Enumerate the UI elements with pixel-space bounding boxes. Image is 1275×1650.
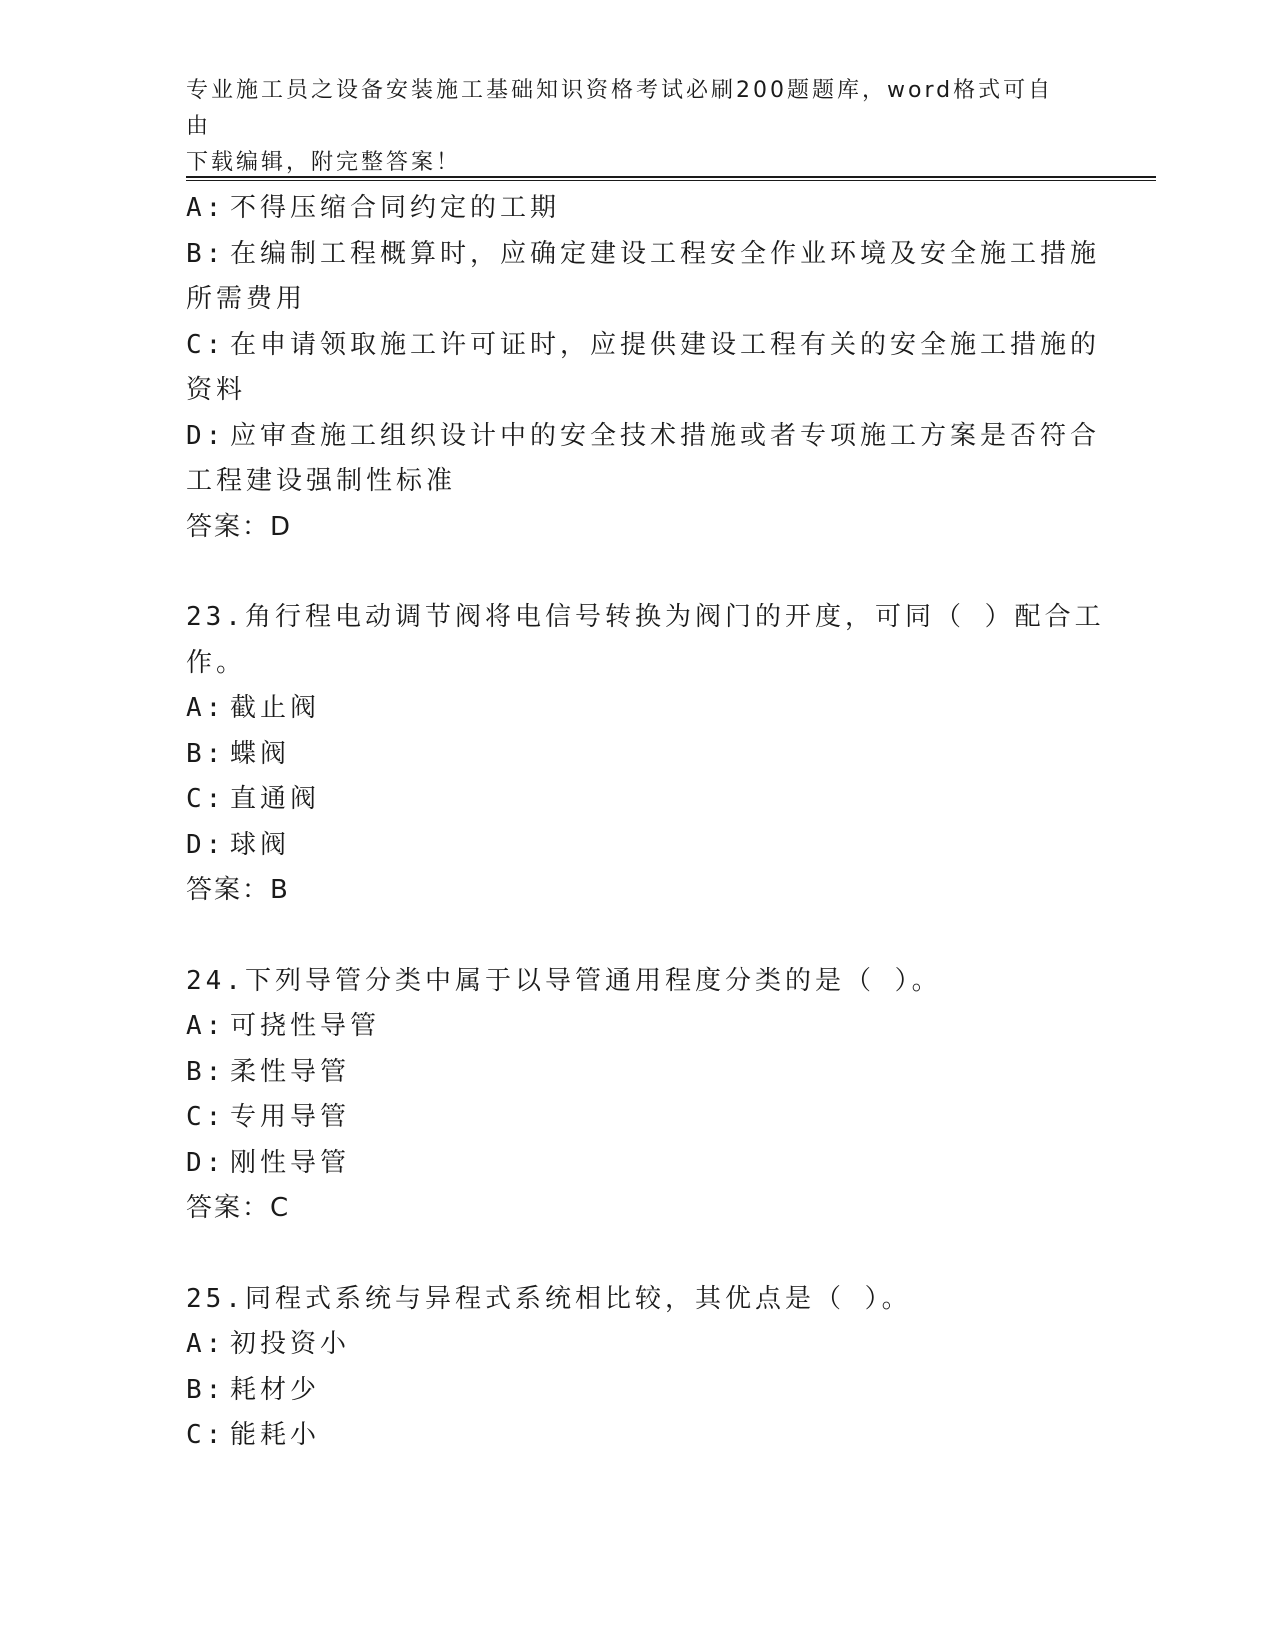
option-label: D: [186,829,226,860]
question-25 [186,1277,1086,1459]
option-a [186,1322,1086,1368]
spacer [186,1232,1086,1277]
answer: 答案：B [186,875,290,905]
option-label: A: [186,1011,226,1041]
question-text: 24.下列导管分类中属于以导管通用程度分类的是（ ）。 [186,965,942,996]
question-text: 25.同程式系统与异程式系统相比较，其优点是（ ）。 [186,1283,912,1314]
header-line-1: 专业施工员之设备安装施工基础知识资格考试必刷200题题库，word格式可自由 [186,78,1054,139]
option-label: A: [186,1329,226,1359]
option-text: 初投资小 [230,1329,351,1359]
option-b [186,1050,1086,1096]
option-d [186,823,1086,869]
option-text: 在申请领取施工许可证时，应提供建设工程有关的安全施工措施的 [230,329,1101,360]
spacer [186,550,1086,595]
option-text: 应审查施工组织设计中的安全技术措施或者专项施工方案是否符合 [230,420,1101,451]
option-text: 直通阀 [230,784,321,814]
option-label: C: [186,1420,226,1450]
option-b [186,232,1101,278]
header-line-2: 下载编辑，附完整答案！ [186,150,462,175]
question-text-continuation: 作。 [186,647,247,678]
option-text: 可挠性导管 [230,1011,381,1041]
option-c [186,777,1086,823]
option-label: D: [186,420,226,451]
document-body [186,186,1105,1459]
option-a [186,686,1086,732]
option-label: A: [186,693,226,723]
option-text: 不得压缩合同约定的工期 [230,193,561,223]
option-a [186,186,1086,232]
option-label: C: [186,1102,226,1132]
question-22 [186,186,1101,550]
option-b [186,1368,1086,1414]
header-divider [186,176,1156,181]
option-text: 在编制工程概算时，应确定建设工程安全作业环境及安全施工措施 [230,238,1101,269]
option-c [186,323,1101,369]
document-header [186,73,1066,181]
option-d [186,414,1101,460]
option-b [186,732,1086,778]
option-label: C: [186,329,226,360]
option-label: B: [186,238,226,269]
option-label: B: [186,1056,226,1087]
option-label: C: [186,784,226,814]
option-label: D: [186,1147,226,1178]
option-text: 球阀 [230,829,291,860]
option-d-continuation: 工程建设强制性标准 [186,466,457,496]
spacer [186,914,1086,959]
question-23 [186,595,1105,914]
option-a [186,1004,1086,1050]
question-24 [186,959,1086,1232]
option-text: 截止阀 [230,693,321,723]
option-label: A: [186,193,226,223]
option-c-continuation: 资料 [186,375,247,405]
option-c [186,1413,1086,1459]
option-text: 蝶阀 [230,738,291,769]
option-label: B: [186,1374,226,1405]
option-text: 刚性导管 [230,1147,351,1178]
option-text: 耗材少 [230,1374,321,1405]
option-d [186,1141,1086,1187]
question-text: 23.角行程电动调节阀将电信号转换为阀门的开度，可同（ ）配合工 [186,602,1105,632]
option-text: 专用导管 [230,1102,351,1132]
document-page [186,0,1156,1650]
option-b-continuation: 所需费用 [186,284,307,314]
option-c [186,1095,1086,1141]
option-label: B: [186,738,226,769]
answer: 答案：C [186,1193,291,1223]
answer: 答案：D [186,511,293,542]
option-text: 柔性导管 [230,1056,351,1087]
option-text: 能耗小 [230,1420,321,1450]
